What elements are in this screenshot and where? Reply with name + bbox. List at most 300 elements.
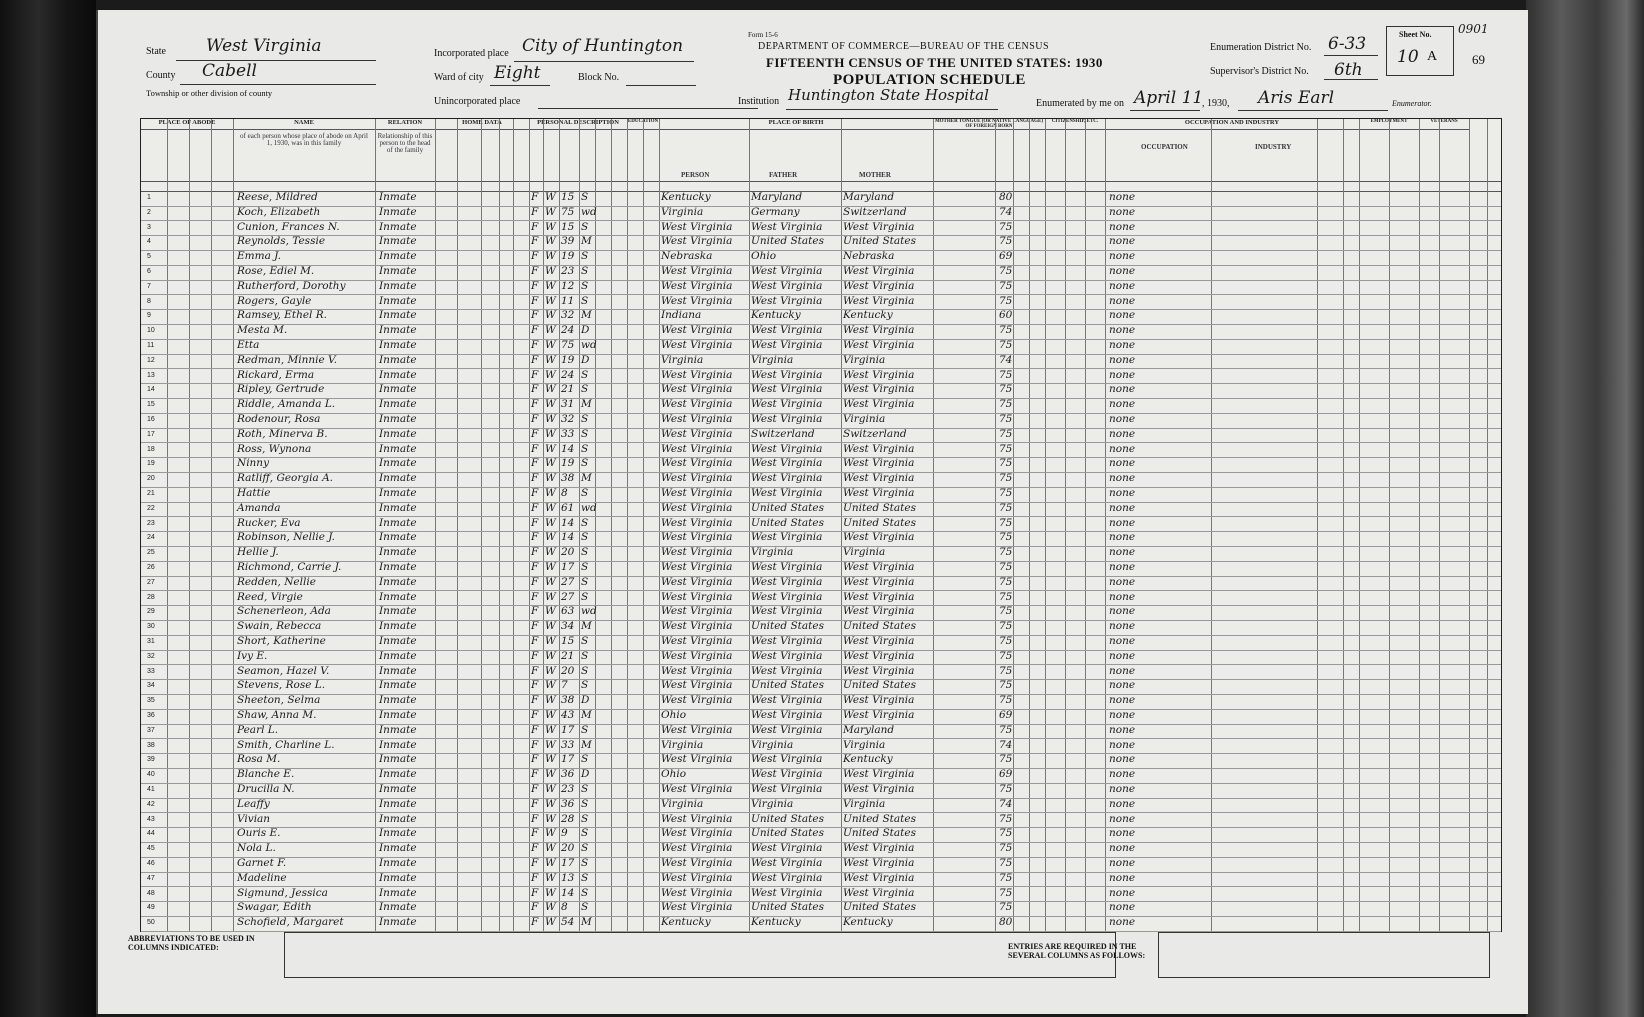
table-row: [141, 206, 1501, 222]
cell-ms: S: [581, 679, 589, 692]
ward-label: Ward of city: [434, 72, 484, 83]
cell-age: 13: [561, 871, 575, 884]
cell-name: Blanche E.: [237, 768, 295, 781]
cell-race: W: [545, 797, 556, 810]
cell-code: 75: [999, 472, 1013, 485]
cell-birth: West Virginia: [661, 886, 733, 899]
cell-father: West Virginia: [751, 561, 823, 573]
table-row: [141, 857, 1501, 873]
cell-sex: F: [531, 857, 539, 869]
cell-sex: F: [531, 205, 539, 218]
cell-occ: none: [1109, 472, 1136, 485]
cell-father: United States: [751, 516, 824, 529]
row-number: 27: [147, 578, 155, 586]
table-row: [141, 280, 1501, 296]
cell-ms: S: [581, 487, 589, 499]
cell-birth: West Virginia: [661, 235, 733, 248]
cell-rel: Inmate: [379, 457, 417, 470]
cell-age: 27: [561, 575, 575, 588]
cell-code: 74: [999, 797, 1013, 810]
cell-name: Rosa M.: [237, 753, 281, 766]
cell-mother: West Virginia: [843, 442, 915, 455]
cell-age: 7: [561, 679, 568, 692]
cell-sex: F: [531, 546, 539, 559]
cell-birth: West Virginia: [661, 620, 733, 633]
row-number: 32: [147, 652, 155, 660]
cell-race: W: [545, 501, 556, 514]
cell-rel: Inmate: [379, 516, 417, 529]
cell-race: W: [545, 368, 556, 381]
cell-occ: none: [1109, 279, 1136, 292]
cell-mother: West Virginia: [843, 279, 915, 292]
cell-name: Emma J.: [237, 250, 281, 263]
supervisor-label: Supervisor's District No.: [1210, 66, 1309, 77]
cell-ms: S: [581, 191, 589, 203]
cell-father: West Virginia: [751, 279, 823, 292]
cell-rel: Inmate: [379, 220, 417, 233]
census-grid: [140, 118, 1502, 932]
cell-occ: none: [1109, 383, 1136, 396]
table-row: [141, 605, 1501, 621]
form-number: Form 15-6: [748, 31, 778, 39]
cell-code: 75: [999, 324, 1013, 337]
cell-sex: F: [531, 723, 539, 736]
cell-code: 75: [999, 442, 1013, 455]
group-place-of-birth: PLACE OF BIRTH: [659, 119, 933, 130]
cell-birth: West Virginia: [661, 294, 733, 307]
table-row: [141, 324, 1501, 340]
cell-code: 75: [999, 516, 1013, 529]
cell-race: W: [545, 649, 556, 662]
table-row: [141, 457, 1501, 473]
cell-rel: Inmate: [379, 871, 417, 884]
cell-father: United States: [751, 235, 824, 248]
enumerator-name: Aris Earl: [1258, 88, 1335, 108]
cell-code: 75: [999, 871, 1013, 884]
cell-name: Ripley, Gertrude: [237, 383, 325, 396]
table-row: [141, 295, 1501, 311]
cell-age: 11: [561, 294, 575, 307]
cell-race: W: [545, 546, 556, 559]
row-number: 37: [147, 726, 155, 734]
cell-ms: S: [581, 279, 589, 292]
cell-mother: West Virginia: [843, 590, 915, 603]
cell-sex: F: [531, 635, 539, 647]
cell-race: W: [545, 398, 556, 411]
cell-name: Sheeton, Selma: [237, 694, 321, 707]
cell-rel: Inmate: [379, 709, 417, 721]
state-label: State: [146, 46, 166, 57]
cell-mother: West Virginia: [843, 472, 915, 485]
cell-name: Seamon, Hazel V.: [237, 664, 330, 677]
cell-rel: Inmate: [379, 620, 417, 633]
cell-rel: Inmate: [379, 368, 417, 381]
block-label: Block No.: [578, 72, 620, 83]
row-number: 13: [147, 371, 155, 379]
cell-age: 19: [561, 250, 575, 263]
cell-mother: West Virginia: [843, 694, 915, 707]
table-row: [141, 753, 1501, 769]
cell-occ: none: [1109, 487, 1136, 499]
cell-code: 75: [999, 753, 1013, 766]
cell-occ: none: [1109, 620, 1136, 633]
cell-father: Virginia: [751, 738, 794, 751]
father-col: FATHER: [769, 171, 798, 179]
cell-sex: F: [531, 827, 539, 840]
cell-age: 17: [561, 857, 575, 869]
group-education: EDUCATION: [627, 119, 659, 130]
table-row: [141, 635, 1501, 651]
table-row: [141, 398, 1501, 414]
cell-birth: Ohio: [661, 709, 687, 721]
row-number: 45: [147, 845, 155, 853]
cell-race: W: [545, 709, 556, 721]
cell-sex: F: [531, 605, 539, 618]
cell-age: 38: [561, 472, 575, 485]
cell-race: W: [545, 235, 556, 248]
table-row: [141, 250, 1501, 266]
row-number: 42: [147, 800, 155, 808]
table-row: [141, 354, 1501, 370]
table-row: [141, 413, 1501, 429]
cell-father: West Virginia: [751, 709, 823, 721]
cell-ms: M: [581, 916, 592, 929]
cell-ms: M: [581, 620, 592, 633]
cell-rel: Inmate: [379, 235, 417, 248]
cell-sex: F: [531, 442, 539, 455]
cell-occ: none: [1109, 857, 1136, 869]
cell-ms: wd: [581, 339, 597, 351]
film-edge-right: [1526, 0, 1644, 1017]
table-row: [141, 916, 1501, 932]
cell-occ: none: [1109, 205, 1136, 218]
cell-father: Germany: [751, 205, 800, 218]
cell-race: W: [545, 871, 556, 884]
cell-rel: Inmate: [379, 398, 417, 411]
cell-code: 75: [999, 857, 1013, 869]
cell-age: 31: [561, 398, 575, 411]
cell-code: 75: [999, 620, 1013, 633]
cell-name: Etta: [237, 339, 260, 351]
cell-race: W: [545, 457, 556, 470]
table-row: [141, 235, 1501, 251]
enumeration-label: Enumeration District No.: [1210, 42, 1312, 53]
cell-birth: Virginia: [661, 205, 704, 218]
cell-birth: West Virginia: [661, 339, 733, 351]
cell-occ: none: [1109, 886, 1136, 899]
table-row: [141, 798, 1501, 814]
cell-age: 39: [561, 235, 575, 248]
row-number: 26: [147, 564, 155, 571]
cell-mother: Virginia: [843, 797, 886, 810]
cell-age: 75: [561, 339, 575, 351]
cell-occ: none: [1109, 709, 1136, 721]
cell-occ: none: [1109, 605, 1136, 618]
cell-rel: Inmate: [379, 413, 417, 425]
table-row: [141, 383, 1501, 399]
cell-code: 75: [999, 842, 1013, 855]
table-row: [141, 709, 1501, 725]
cell-father: West Virginia: [751, 857, 823, 869]
cell-rel: Inmate: [379, 679, 417, 692]
cell-code: 75: [999, 901, 1013, 914]
cell-race: W: [545, 472, 556, 485]
cell-father: West Virginia: [751, 442, 823, 455]
cell-race: W: [545, 590, 556, 603]
cell-name: Roth, Minerva B.: [237, 427, 328, 440]
cell-name: Hellie J.: [237, 546, 279, 559]
table-row: [141, 591, 1501, 607]
cell-rel: Inmate: [379, 649, 417, 662]
cell-sex: F: [531, 339, 539, 351]
cell-birth: West Virginia: [661, 531, 733, 544]
row-number: 33: [147, 667, 155, 675]
cell-birth: Virginia: [661, 353, 704, 366]
row-number: 28: [147, 593, 155, 601]
cell-birth: West Virginia: [661, 664, 733, 677]
group-place-of-abode: PLACE OF ABODE: [141, 119, 233, 130]
cell-father: Kentucky: [751, 309, 801, 322]
cell-ms: S: [581, 871, 589, 884]
table-row: [141, 309, 1501, 325]
group-veterans: VETERANS: [1419, 119, 1469, 130]
schedule-title: POPULATION SCHEDULE: [833, 72, 1026, 88]
cell-rel: Inmate: [379, 472, 417, 485]
cell-rel: Inmate: [379, 827, 417, 840]
cell-father: West Virginia: [751, 694, 823, 707]
cell-father: Virginia: [751, 353, 794, 366]
cell-race: W: [545, 205, 556, 218]
cell-name: Richmond, Carrie J.: [237, 561, 342, 573]
enumerator-label: Enumerator.: [1392, 99, 1432, 108]
row-number: 48: [147, 889, 155, 897]
cell-mother: Switzerland: [843, 427, 907, 440]
cell-rel: Inmate: [379, 501, 417, 514]
cell-sex: F: [531, 664, 539, 677]
table-row: [141, 694, 1501, 710]
unincorporated-label: Unincorporated place: [434, 96, 521, 107]
table-row: [141, 887, 1501, 903]
cell-father: Maryland: [751, 191, 803, 203]
cell-code: 75: [999, 605, 1013, 618]
cell-ms: D: [581, 694, 590, 707]
group-employment: EMPLOYMENT: [1359, 119, 1419, 130]
table-row: [141, 517, 1501, 533]
row-number: 22: [147, 504, 155, 512]
cell-sex: F: [531, 590, 539, 603]
cell-mother: Virginia: [843, 738, 886, 751]
cell-sex: F: [531, 457, 539, 470]
cell-code: 75: [999, 235, 1013, 248]
cell-code: 74: [999, 738, 1013, 751]
table-row: [141, 221, 1501, 237]
cell-rel: Inmate: [379, 265, 417, 277]
sheet-number: 10: [1397, 47, 1419, 67]
cell-father: West Virginia: [751, 413, 823, 425]
film-edge-left: [0, 0, 96, 1017]
cell-father: West Virginia: [751, 398, 823, 411]
cell-mother: West Virginia: [843, 605, 915, 618]
cell-ms: S: [581, 901, 589, 914]
cell-rel: Inmate: [379, 857, 417, 869]
cell-name: Nola L.: [237, 842, 276, 855]
cell-name: Ouris E.: [237, 827, 281, 840]
cell-ms: S: [581, 368, 589, 381]
cell-ms: wd: [581, 605, 597, 618]
cell-mother: Virginia: [843, 546, 886, 559]
cell-age: 12: [561, 279, 575, 292]
table-row: [141, 842, 1501, 858]
cell-sex: F: [531, 220, 539, 233]
cell-birth: West Virginia: [661, 368, 733, 381]
cell-ms: S: [581, 649, 589, 662]
cell-birth: West Virginia: [661, 398, 733, 411]
cell-race: W: [545, 427, 556, 440]
industry-col: INDUSTRY: [1255, 143, 1292, 151]
cell-race: W: [545, 575, 556, 588]
cell-mother: Maryland: [843, 723, 895, 736]
cell-mother: West Virginia: [843, 220, 915, 233]
cell-name: Ross, Wynona: [237, 442, 312, 455]
cell-code: 75: [999, 339, 1013, 351]
cell-name: Koch, Elizabeth: [237, 205, 321, 218]
enumerated-date: April 11: [1134, 88, 1204, 108]
cell-mother: West Virginia: [843, 294, 915, 307]
cell-age: 8: [561, 901, 568, 914]
cell-age: 20: [561, 664, 575, 677]
cell-name: Schofield, Margaret: [237, 916, 344, 929]
cell-race: W: [545, 857, 556, 869]
table-row: [141, 679, 1501, 695]
cell-name: Reed, Virgie: [237, 590, 303, 603]
cell-race: W: [545, 413, 556, 425]
table-row: [141, 665, 1501, 681]
cell-mother: West Virginia: [843, 886, 915, 899]
row-number: 10: [147, 327, 155, 335]
cell-occ: none: [1109, 442, 1136, 455]
cell-father: West Virginia: [751, 368, 823, 381]
cell-mother: Virginia: [843, 413, 886, 425]
cell-occ: none: [1109, 649, 1136, 662]
cell-age: 21: [561, 649, 575, 662]
cell-rel: Inmate: [379, 250, 417, 263]
cell-name: Drucilla N.: [237, 783, 295, 795]
cell-sex: F: [531, 516, 539, 529]
cell-name: Ratliff, Georgia A.: [237, 472, 333, 485]
row-number: 29: [147, 608, 155, 616]
table-row: [141, 650, 1501, 666]
table-row: [141, 901, 1501, 917]
table-row: [141, 191, 1501, 207]
cell-ms: S: [581, 575, 589, 588]
cell-sex: F: [531, 427, 539, 440]
cell-father: United States: [751, 827, 824, 840]
cell-age: 21: [561, 383, 575, 396]
table-row: [141, 620, 1501, 636]
table-row: [141, 546, 1501, 562]
cell-rel: Inmate: [379, 427, 417, 440]
enumerated-label: Enumerated by me on: [1036, 98, 1125, 109]
cell-name: Rickard, Erma: [237, 368, 315, 381]
row-number: 19: [147, 460, 155, 468]
cell-birth: West Virginia: [661, 279, 733, 292]
cell-code: 60: [999, 309, 1013, 322]
cell-father: West Virginia: [751, 220, 823, 233]
relation-column-desc: Relationship of this person to the head of the family: [377, 132, 433, 154]
cell-mother: Kentucky: [843, 753, 893, 766]
cell-occ: none: [1109, 812, 1136, 825]
cell-age: 33: [561, 738, 575, 751]
cell-father: West Virginia: [751, 383, 823, 396]
cell-birth: West Virginia: [661, 812, 733, 825]
row-number: 5: [147, 253, 151, 261]
cell-name: Rucker, Eva: [237, 516, 301, 529]
cell-code: 75: [999, 783, 1013, 795]
cell-code: 75: [999, 827, 1013, 840]
cell-race: W: [545, 191, 556, 203]
cell-mother: West Virginia: [843, 368, 915, 381]
cell-ms: S: [581, 442, 589, 455]
cell-rel: Inmate: [379, 309, 417, 322]
cell-race: W: [545, 339, 556, 351]
cell-rel: Inmate: [379, 575, 417, 588]
row-number: 46: [147, 860, 155, 867]
table-row: [141, 369, 1501, 385]
cell-code: 75: [999, 679, 1013, 692]
cell-age: 14: [561, 442, 575, 455]
cell-rel: Inmate: [379, 531, 417, 544]
cell-sex: F: [531, 783, 539, 795]
cell-code: 75: [999, 398, 1013, 411]
cell-sex: F: [531, 413, 539, 425]
table-row: [141, 576, 1501, 592]
cell-occ: none: [1109, 871, 1136, 884]
row-number: 1: [147, 194, 151, 201]
cell-name: Vivian: [237, 812, 271, 825]
cell-rel: Inmate: [379, 561, 417, 573]
cell-code: 75: [999, 413, 1013, 425]
cell-birth: West Virginia: [661, 516, 733, 529]
cell-ms: D: [581, 768, 590, 781]
cell-occ: none: [1109, 339, 1136, 351]
cell-birth: West Virginia: [661, 901, 733, 914]
cell-mother: West Virginia: [843, 398, 915, 411]
cell-mother: West Virginia: [843, 575, 915, 588]
cell-sex: F: [531, 472, 539, 485]
cell-mother: West Virginia: [843, 265, 915, 277]
cell-ms: S: [581, 812, 589, 825]
cell-father: West Virginia: [751, 664, 823, 677]
cell-race: W: [545, 827, 556, 840]
name-column-desc: of each person whose place of abode on April 1, 1930, was in this family: [240, 132, 368, 147]
cell-name: Pearl L.: [237, 723, 279, 736]
row-number: 6: [147, 268, 151, 275]
cell-father: Virginia: [751, 546, 794, 559]
cell-rel: Inmate: [379, 916, 417, 929]
cell-name: Smith, Charline L.: [237, 738, 335, 751]
cell-age: 17: [561, 723, 575, 736]
cell-code: 74: [999, 205, 1013, 218]
cell-name: Madeline: [237, 871, 287, 884]
cell-mother: United States: [843, 812, 916, 825]
group-personal-description: PERSONAL DESCRIPTION: [529, 119, 627, 130]
cell-rel: Inmate: [379, 694, 417, 707]
footer: [128, 932, 1498, 1002]
cell-age: 24: [561, 324, 575, 337]
cell-birth: West Virginia: [661, 472, 733, 485]
cell-sex: F: [531, 709, 539, 721]
cell-occ: none: [1109, 191, 1136, 203]
